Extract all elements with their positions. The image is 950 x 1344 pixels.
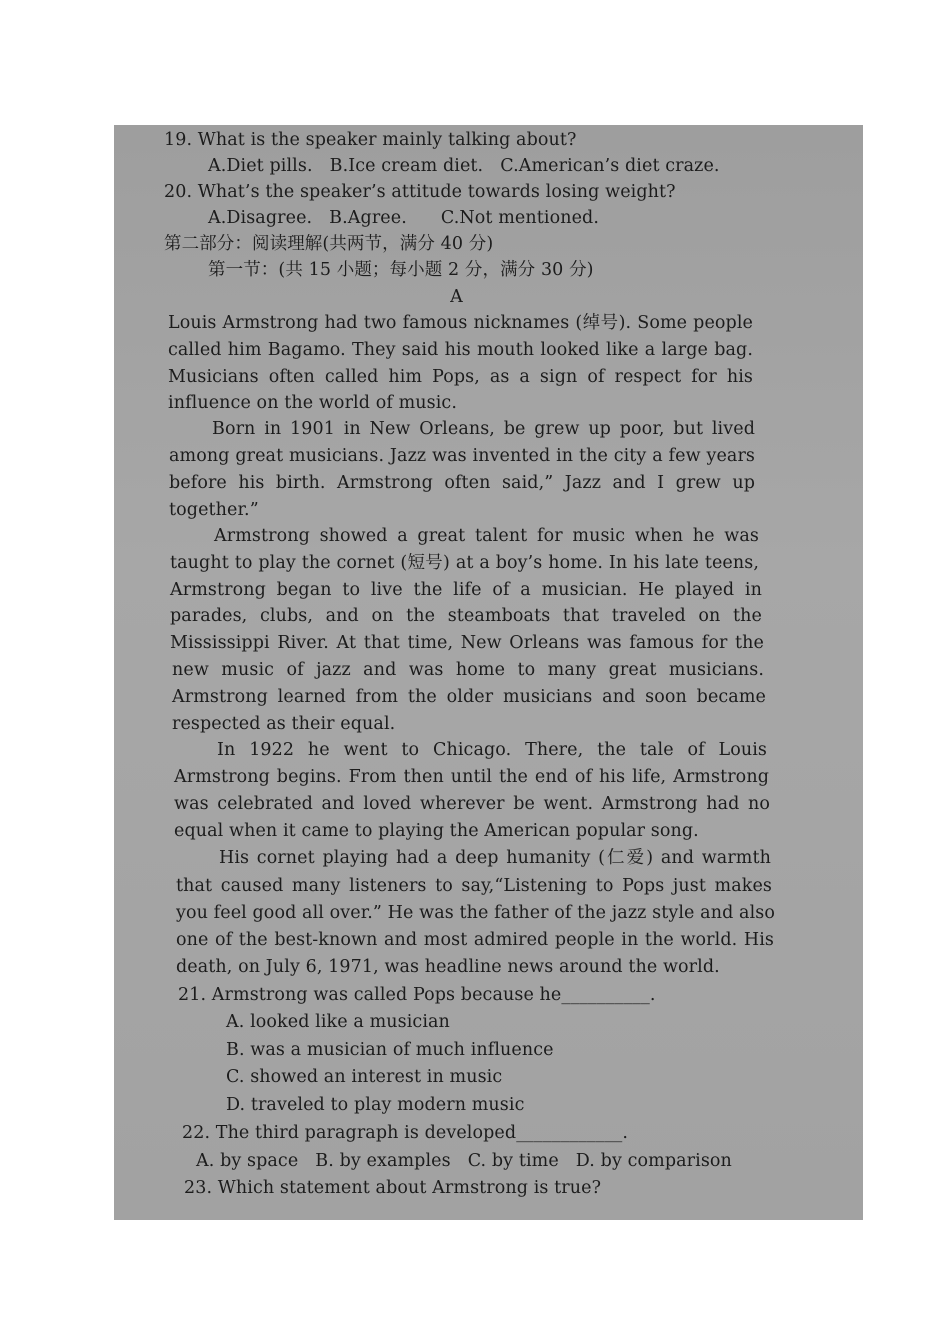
passage-line: Armstrong showed a great talent for music when he was bbox=[214, 526, 759, 546]
section-one-heading: 第一节：(共 15 小题；每小题 2 分，满分 30 分) bbox=[208, 260, 594, 280]
passage-line: Born in 1901 in New Orleans, be grew up poor, but lived bbox=[212, 419, 755, 439]
question-21-option-b: B. was a musician of much influence bbox=[226, 1040, 554, 1060]
question-20-options: A.Disagree. B.Agree. C.Not mentioned. bbox=[208, 208, 600, 228]
passage-line: Armstrong learned from the older musicians and soon became bbox=[172, 687, 766, 707]
question-21: 21. Armstrong was called Pops because he__________. bbox=[178, 985, 656, 1005]
passage-line: Armstrong began to live the life of a musician. He played in bbox=[170, 580, 762, 600]
passage-line: influence on the world of music. bbox=[168, 393, 457, 413]
question-21-option-d: D. traveled to play modern music bbox=[226, 1095, 525, 1115]
question-22-options: A. by space B. by examples C. by time D. by comparison bbox=[196, 1151, 732, 1171]
question-21-option-c: C. showed an interest in music bbox=[226, 1067, 503, 1087]
passage-line: Mississippi River. At that time, New Orleans was famous for the bbox=[170, 633, 764, 653]
passage-line: called him Bagamo. They said his mouth looked like a large bag. bbox=[168, 340, 753, 360]
passage-line: In 1922 he went to Chicago. There, the tale of Louis bbox=[217, 740, 767, 760]
passage-line: was celebrated and loved wherever be went. Armstrong had no bbox=[174, 794, 770, 814]
passage-line: equal when it came to playing the American popular song. bbox=[174, 821, 699, 841]
passage-line: Musicians often called him Pops, as a sign of respect for his bbox=[168, 367, 753, 387]
passage-line: parades, clubs, and on the steamboats that traveled on the bbox=[170, 606, 762, 626]
question-21-option-a: A. looked like a musician bbox=[226, 1012, 450, 1032]
passage-line: together.” bbox=[169, 500, 259, 520]
passage-line: Armstrong begins. From then until the end of his life, Armstrong bbox=[174, 767, 769, 787]
passage-line: before his birth. Armstrong often said,” Jazz and I grew up bbox=[169, 473, 755, 493]
passage-line: that caused many listeners to say,“Listening to Pops just makes bbox=[176, 876, 772, 896]
question-22: 22. The third paragraph is developed____________. bbox=[182, 1123, 629, 1143]
passage-line: respected as their equal. bbox=[172, 714, 396, 734]
part-two-heading: 第二部分：阅读理解(共两节，满分 40 分) bbox=[164, 234, 494, 254]
passage-line: Louis Armstrong had two famous nicknames (绰号). Some people bbox=[168, 313, 753, 333]
passage-line: one of the best-known and most admired people in the world. His bbox=[176, 930, 774, 950]
passage-letter: A bbox=[450, 287, 463, 307]
question-20: 20. What’s the speaker’s attitude towards losing weight? bbox=[164, 182, 676, 202]
passage-line: you feel good all over.” He was the father of the jazz style and also bbox=[176, 903, 775, 923]
question-19-options: A.Diet pills. B.Ice cream diet. C.American’s diet craze. bbox=[208, 156, 720, 176]
question-19: 19. What is the speaker mainly talking about? bbox=[164, 130, 577, 150]
question-23: 23. Which statement about Armstrong is true? bbox=[184, 1178, 602, 1198]
passage-line: new music of jazz and was home to many great musicians. bbox=[172, 660, 764, 680]
passage-line: among great musicians. Jazz was invented in the city a few years bbox=[169, 446, 755, 466]
passage-line: taught to play the cornet (短号) at a boy’s home. In his late teens, bbox=[170, 553, 759, 573]
passage-line: death, on July 6, 1971, was headline news around the world. bbox=[176, 957, 720, 977]
scanned-exam-page bbox=[114, 125, 863, 1220]
passage-line: His cornet playing had a deep humanity (仁爱) and warmth bbox=[219, 848, 771, 868]
